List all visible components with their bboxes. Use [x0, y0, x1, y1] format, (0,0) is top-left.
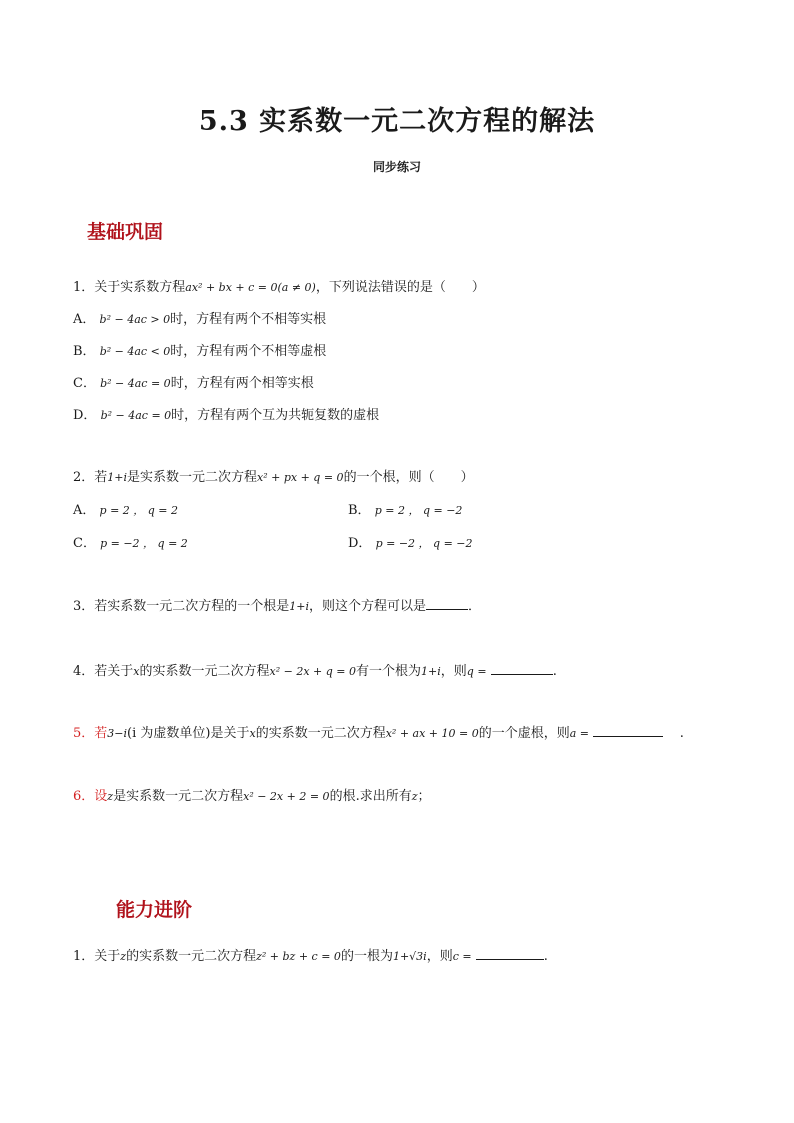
- advanced-question-1: 1．关于z的实系数一元二次方程z² + bz + c = 0的一根为1+√3i，则c = .: [73, 949, 548, 964]
- question-2-stem: 2．若1+i是实系数一元二次方程x² + px + q = 0的一个根，则（ ）: [73, 470, 474, 485]
- section-heading-advanced: 能力进阶: [116, 899, 193, 921]
- question-2-option-d: D． p = −2 ， q = −2: [348, 536, 473, 551]
- section-heading-basic: 基础巩固: [87, 221, 164, 243]
- question-3: 3．若实系数一元二次方程的一个根是1+i，则这个方程可以是 ．: [73, 599, 482, 614]
- question-number: 5: [73, 726, 82, 741]
- question-1-option-b: B． b² − 4ac < 0时，方程有两个不相等虚根: [73, 344, 327, 359]
- question-5: 5．若3−i(i 为虚数单位)是关于x的实系数一元二次方程x² + ax + 10 = 0的一个虚根，则a = .: [73, 726, 684, 741]
- question-2-option-a: A． p = 2 ， q = 2: [73, 503, 179, 518]
- question-2-option-b: B． p = 2 ， q = −2: [348, 503, 463, 518]
- question-1-option-d: D． b² − 4ac = 0时，方程有两个互为共轭复数的虚根: [73, 408, 380, 423]
- page-title: 5.3 实系数一元二次方程的解法: [198, 106, 596, 137]
- question-2-option-c: C． p = −2 ， q = 2: [73, 536, 188, 551]
- answer-blank[interactable]: [426, 597, 468, 610]
- question-1-equation: ax² + bx + c = 0(a ≠ 0): [185, 281, 316, 294]
- question-1-stem: 1．关于实系数方程ax² + bx + c = 0(a ≠ 0)，下列说法错误的是（ ）: [73, 280, 485, 295]
- question-4: 4．若关于x的实系数一元二次方程x² − 2x + q = 0有一个根为1+i，则q = .: [73, 664, 557, 679]
- page-subtitle: 同步练习: [372, 160, 421, 174]
- answer-blank[interactable]: [476, 947, 544, 960]
- question-1-option-c: C． b² − 4ac = 0时，方程有两个相等实根: [73, 376, 314, 391]
- answer-blank[interactable]: [593, 724, 663, 737]
- question-1-option-a: A． b² − 4ac > 0时，方程有两个不相等实根: [73, 312, 327, 327]
- question-6: 6．设z是实系数一元二次方程x² − 2x + 2 = 0的根.求出所有z；: [73, 789, 431, 804]
- answer-blank[interactable]: [491, 662, 553, 675]
- question-number: 6: [73, 789, 82, 804]
